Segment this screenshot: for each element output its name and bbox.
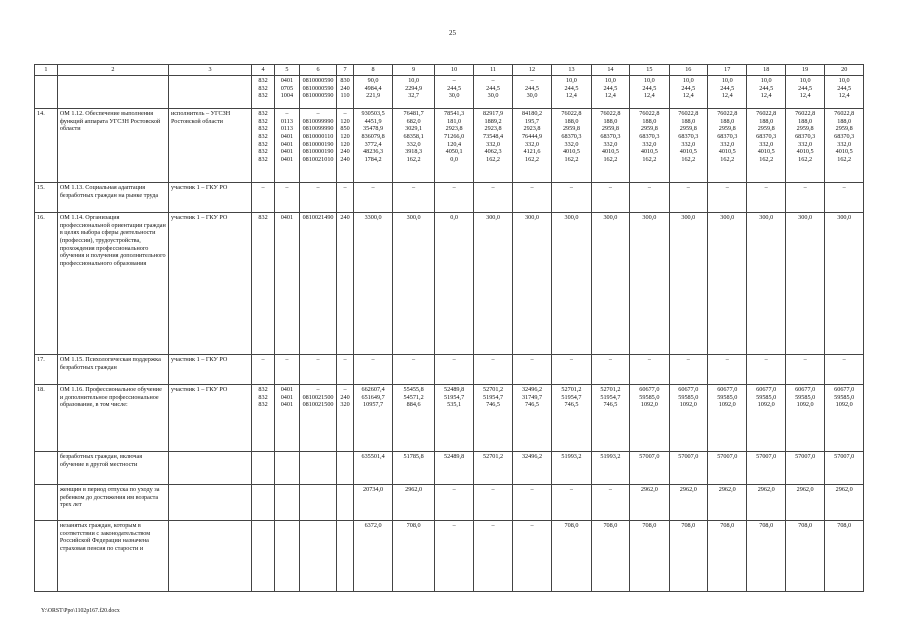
budget-table: [34, 64, 864, 592]
header-cell: 1: [35, 65, 58, 76]
amount-cell: 52701,2 51954,7 746,5: [552, 385, 591, 452]
amount-cell: 10,0 244,5 12,4: [747, 76, 785, 109]
amount-cell: –: [512, 355, 551, 385]
table-row: [35, 109, 864, 183]
amount-cell: 55455,8 54571,2 884,6: [393, 385, 435, 452]
amount-cell: –: [708, 183, 747, 213]
expense-type-cell: [337, 485, 354, 521]
amount-cell: –: [591, 183, 629, 213]
amount-cell: 20734,0: [353, 485, 392, 521]
target-article-cell: – 0810021500 0810021500: [299, 385, 336, 452]
amount-cell: –: [825, 355, 864, 385]
section-code-cell: 0401 0705 1004: [274, 76, 299, 109]
amount-cell: 2962,0: [825, 485, 864, 521]
measure-name-cell: женщин в период отпуска по уходу за ребенком до достижения им возраста трех лет: [57, 485, 168, 521]
header-cell: 10: [434, 65, 473, 76]
amount-cell: 300,0: [474, 213, 512, 355]
amount-cell: 300,0: [552, 213, 591, 355]
grbs-code-cell: –: [252, 355, 275, 385]
amount-cell: 300,0: [708, 213, 747, 355]
amount-cell: 57007,0: [708, 452, 747, 485]
target-article-cell: [299, 521, 336, 592]
amount-cell: 300,0: [825, 213, 864, 355]
amount-cell: 76022,8 188,0 2959,8 68370,3 332,0 4010,5 162,2: [747, 109, 785, 183]
target-article-cell: –: [299, 183, 336, 213]
amount-cell: –: [512, 485, 551, 521]
measure-name-cell: незанятых граждан, которым в соответствии с законодательством Российской Федерации назначена страховая пенсия по старости и: [57, 521, 168, 592]
amount-cell: 300,0: [591, 213, 629, 355]
amount-cell: 300,0: [669, 213, 707, 355]
footer-file-path: Y:\ORST\Ppo\1102p167.f20.docx: [41, 608, 120, 614]
table-row: [35, 385, 864, 452]
amount-cell: 2962,0: [747, 485, 785, 521]
table-row: [35, 521, 864, 592]
target-article-cell: 0810000590 0810000590 0810000590: [299, 76, 336, 109]
amount-cell: –: [747, 355, 785, 385]
table-row: [35, 76, 864, 109]
grbs-code-cell: 832 832 832 832 832 832 832: [252, 109, 275, 183]
header-cell: 11: [474, 65, 512, 76]
amount-cell: – 244,5 30,0: [512, 76, 551, 109]
row-number-cell: 14.: [35, 109, 58, 183]
amount-cell: 76022,8 188,0 2959,8 68370,3 332,0 4010,5 162,2: [785, 109, 824, 183]
amount-cell: 930503,5 4451,9 35478,9 836079,8 3772,4 48236,3 1784,2: [353, 109, 392, 183]
amount-cell: –: [669, 183, 707, 213]
amount-cell: 32496,2 31749,7 746,5: [512, 385, 551, 452]
header-row: [35, 65, 864, 76]
table-row: [35, 213, 864, 355]
target-article-cell: [299, 485, 336, 521]
header-cell: 5: [274, 65, 299, 76]
amount-cell: 60677,0 59585,0 1092,0: [630, 385, 669, 452]
executor-cell: [169, 452, 252, 485]
executor-cell: [169, 521, 252, 592]
section-code-cell: [274, 452, 299, 485]
amount-cell: –: [474, 183, 512, 213]
amount-cell: 52701,2 51954,7 746,5: [474, 385, 512, 452]
amount-cell: 60677,0 59585,0 1092,0: [669, 385, 707, 452]
measure-name-cell: ОМ 1.16. Профессиональное обучение и дополнительное профессиональное образование, в том числе:: [57, 385, 168, 452]
amount-cell: 10,0 244,5 12,4: [591, 76, 629, 109]
amount-cell: 2962,0: [630, 485, 669, 521]
executor-cell: участник 1 – ГКУ РО: [169, 385, 252, 452]
amount-cell: –: [591, 485, 629, 521]
executor-cell: участник 1 – ГКУ РО: [169, 213, 252, 355]
section-code-cell: 0401 0401 0401: [274, 385, 299, 452]
amount-cell: 708,0: [393, 521, 435, 592]
amount-cell: 57007,0: [630, 452, 669, 485]
grbs-code-cell: 832: [252, 213, 275, 355]
measure-name-cell: ОМ 1.12. Обеспечение выполнения функций аппарата УГСЗН Ростовской области: [57, 109, 168, 183]
section-code-cell: –: [274, 183, 299, 213]
amount-cell: –: [353, 355, 392, 385]
header-cell: 17: [708, 65, 747, 76]
amount-cell: 57007,0: [785, 452, 824, 485]
row-number-cell: [35, 452, 58, 485]
header-cell: 19: [785, 65, 824, 76]
amount-cell: 76481,7 682,0 3029,1 68358,1 332,0 3918,3 162,2: [393, 109, 435, 183]
amount-cell: 708,0: [669, 521, 707, 592]
target-article-cell: – 0810099990 0810099990 0810000110 0810000190 0810000190 0810021010: [299, 109, 336, 183]
target-article-cell: [299, 452, 336, 485]
table-row: [35, 485, 864, 521]
amount-cell: –: [434, 485, 473, 521]
amount-cell: –: [669, 355, 707, 385]
amount-cell: –: [393, 183, 435, 213]
amount-cell: –: [552, 485, 591, 521]
amount-cell: 60677,0 59585,0 1092,0: [747, 385, 785, 452]
amount-cell: 78541,3 181,0 2923,8 71266,0 120,4 4050,1 0,0: [434, 109, 473, 183]
section-code-cell: [274, 485, 299, 521]
page-number: 25: [449, 29, 456, 37]
grbs-code-cell: [252, 485, 275, 521]
header-cell: 13: [552, 65, 591, 76]
target-article-cell: –: [299, 355, 336, 385]
amount-cell: 2962,0: [393, 485, 435, 521]
amount-cell: 82917,9 1889,2 2923,8 73548,4 332,0 4062,3 162,2: [474, 109, 512, 183]
expense-type-cell: –: [337, 183, 354, 213]
expense-type-cell: – 120 850 120 120 240 240: [337, 109, 354, 183]
measure-name-cell: ОМ 1.14. Организация профессиональной ориентации граждан в целях выбора сферы деятельности (профессии), трудоустройства, прохождения профессионального обучения и получения дополнительного профессионального образования: [57, 213, 168, 355]
expense-type-cell: [337, 521, 354, 592]
amount-cell: 76022,8 188,0 2959,8 68370,3 332,0 4010,5 162,2: [669, 109, 707, 183]
amount-cell: – 244,5 30,0: [474, 76, 512, 109]
grbs-code-cell: [252, 452, 275, 485]
section-code-cell: – 0113 0113 0401 0401 0401 0401: [274, 109, 299, 183]
amount-cell: –: [785, 183, 824, 213]
amount-cell: 0,0: [434, 213, 473, 355]
row-number-cell: [35, 485, 58, 521]
grbs-code-cell: 832 832 832: [252, 385, 275, 452]
amount-cell: 76022,8 188,0 2959,8 68370,3 332,0 4010,5 162,2: [591, 109, 629, 183]
amount-cell: 2962,0: [708, 485, 747, 521]
amount-cell: 90,0 4984,4 221,9: [353, 76, 392, 109]
header-cell: 12: [512, 65, 551, 76]
table-row: [35, 355, 864, 385]
amount-cell: 60677,0 59585,0 1092,0: [785, 385, 824, 452]
amount-cell: –: [630, 183, 669, 213]
amount-cell: 635501,4: [353, 452, 392, 485]
amount-cell: –: [353, 183, 392, 213]
header-cell: 6: [299, 65, 336, 76]
amount-cell: 52489,8: [434, 452, 473, 485]
row-number-cell: [35, 521, 58, 592]
amount-cell: –: [434, 183, 473, 213]
table-row: [35, 183, 864, 213]
expense-type-cell: – 240 320: [337, 385, 354, 452]
amount-cell: –: [434, 521, 473, 592]
amount-cell: 10,0 244,5 12,4: [825, 76, 864, 109]
amount-cell: 300,0: [747, 213, 785, 355]
expense-type-cell: [337, 452, 354, 485]
amount-cell: 57007,0: [669, 452, 707, 485]
row-number-cell: 15.: [35, 183, 58, 213]
row-number-cell: 18.: [35, 385, 58, 452]
header-cell: 14: [591, 65, 629, 76]
executor-cell: участник 1 – ГКУ РО: [169, 355, 252, 385]
header-cell: 18: [747, 65, 785, 76]
header-cell: 9: [393, 65, 435, 76]
amount-cell: 57007,0: [747, 452, 785, 485]
amount-cell: –: [512, 521, 551, 592]
amount-cell: –: [552, 183, 591, 213]
grbs-code-cell: [252, 521, 275, 592]
target-article-cell: 0810021490: [299, 213, 336, 355]
amount-cell: 10,0 244,5 12,4: [669, 76, 707, 109]
amount-cell: 10,0 244,5 12,4: [630, 76, 669, 109]
amount-cell: 84180,2 195,7 2923,8 76444,9 332,0 4121,6 162,2: [512, 109, 551, 183]
amount-cell: 2962,0: [669, 485, 707, 521]
grbs-code-cell: 832 832 832: [252, 76, 275, 109]
amount-cell: –: [474, 355, 512, 385]
amount-cell: 60677,0 59585,0 1092,0: [708, 385, 747, 452]
table-row: [35, 452, 864, 485]
amount-cell: 708,0: [552, 521, 591, 592]
amount-cell: 10,0 244,5 12,4: [785, 76, 824, 109]
section-code-cell: 0401: [274, 213, 299, 355]
amount-cell: –: [708, 355, 747, 385]
amount-cell: 76022,8 188,0 2959,8 68370,3 332,0 4010,5 162,2: [825, 109, 864, 183]
amount-cell: 708,0: [747, 521, 785, 592]
amount-cell: – 244,5 30,0: [434, 76, 473, 109]
header-cell: 4: [252, 65, 275, 76]
amount-cell: 708,0: [825, 521, 864, 592]
amount-cell: –: [825, 183, 864, 213]
executor-cell: [169, 485, 252, 521]
header-cell: 3: [169, 65, 252, 76]
expense-type-cell: 240: [337, 213, 354, 355]
amount-cell: 708,0: [708, 521, 747, 592]
amount-cell: 51993,2: [552, 452, 591, 485]
amount-cell: 300,0: [785, 213, 824, 355]
amount-cell: 10,0 244,5 12,4: [552, 76, 591, 109]
grbs-code-cell: –: [252, 183, 275, 213]
measure-name-cell: ОМ 1.15. Психологическая поддержка безработных граждан: [57, 355, 168, 385]
row-number-cell: 16.: [35, 213, 58, 355]
amount-cell: 57007,0: [825, 452, 864, 485]
header-cell: 16: [669, 65, 707, 76]
measure-name-cell: [57, 76, 168, 109]
amount-cell: 3300,0: [353, 213, 392, 355]
amount-cell: –: [474, 485, 512, 521]
measure-name-cell: безработных граждан, включая обучение в другой местности: [57, 452, 168, 485]
amount-cell: 6372,0: [353, 521, 392, 592]
amount-cell: –: [434, 355, 473, 385]
amount-cell: 10,0 244,5 12,4: [708, 76, 747, 109]
section-code-cell: –: [274, 355, 299, 385]
amount-cell: –: [512, 183, 551, 213]
amount-cell: 60677,0 59585,0 1092,0: [825, 385, 864, 452]
amount-cell: 76022,8 188,0 2959,8 68370,3 332,0 4010,5 162,2: [552, 109, 591, 183]
amount-cell: –: [591, 355, 629, 385]
amount-cell: 76022,8 188,0 2959,8 68370,3 332,0 4010,5 162,2: [630, 109, 669, 183]
executor-cell: [169, 76, 252, 109]
amount-cell: 76022,8 188,0 2959,8 68370,3 332,0 4010,5 162,2: [708, 109, 747, 183]
amount-cell: 52701,2: [474, 452, 512, 485]
amount-cell: 51993,2: [591, 452, 629, 485]
header-cell: 15: [630, 65, 669, 76]
executor-cell: исполнитель – УГСЗН Ростовской области: [169, 109, 252, 183]
section-code-cell: [274, 521, 299, 592]
amount-cell: 300,0: [393, 213, 435, 355]
amount-cell: 51785,8: [393, 452, 435, 485]
amount-cell: –: [552, 355, 591, 385]
amount-cell: 52489,8 51954,7 535,1: [434, 385, 473, 452]
measure-name-cell: ОМ 1.13. Социальная адаптация безработных граждан на рынке труда: [57, 183, 168, 213]
amount-cell: 32496,2: [512, 452, 551, 485]
amount-cell: 662607,4 651649,7 10957,7: [353, 385, 392, 452]
amount-cell: 708,0: [591, 521, 629, 592]
expense-type-cell: 830 240 110: [337, 76, 354, 109]
amount-cell: –: [747, 183, 785, 213]
header-cell: 8: [353, 65, 392, 76]
row-number-cell: 17.: [35, 355, 58, 385]
amount-cell: 300,0: [630, 213, 669, 355]
amount-cell: –: [630, 355, 669, 385]
amount-cell: 708,0: [785, 521, 824, 592]
header-cell: 20: [825, 65, 864, 76]
amount-cell: 300,0: [512, 213, 551, 355]
header-cell: 7: [337, 65, 354, 76]
amount-cell: 2962,0: [785, 485, 824, 521]
amount-cell: –: [785, 355, 824, 385]
amount-cell: –: [393, 355, 435, 385]
expense-type-cell: –: [337, 355, 354, 385]
executor-cell: участник 1 – ГКУ РО: [169, 183, 252, 213]
amount-cell: 10,0 2294,9 32,7: [393, 76, 435, 109]
amount-cell: –: [474, 521, 512, 592]
header-cell: 2: [57, 65, 168, 76]
row-number-cell: [35, 76, 58, 109]
amount-cell: 52701,2 51954,7 746,5: [591, 385, 629, 452]
amount-cell: 708,0: [630, 521, 669, 592]
